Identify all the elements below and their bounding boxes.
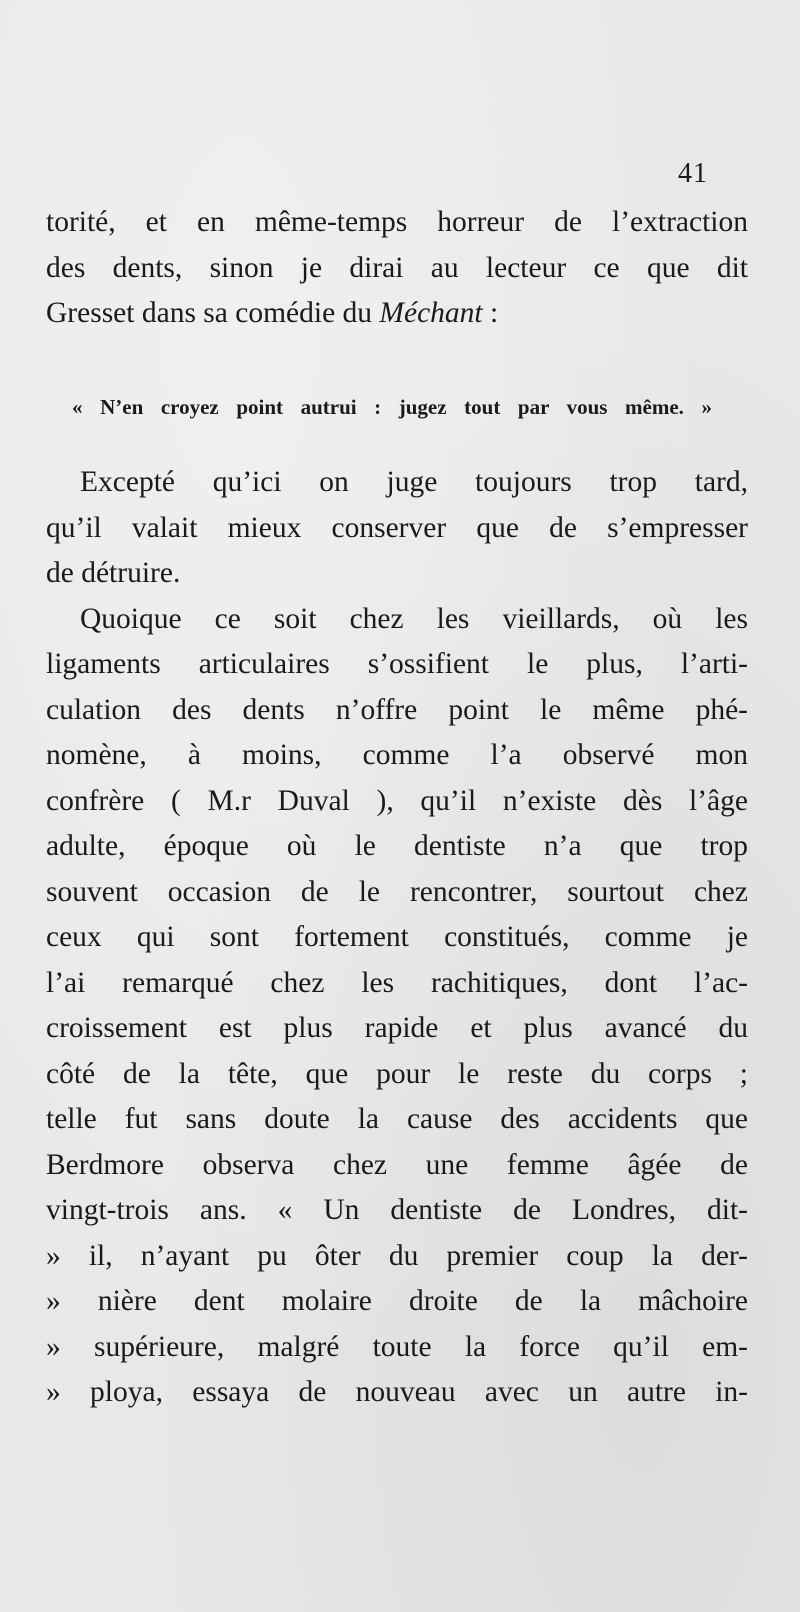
text-line: Quoique ce soit chez les vieillards, où les [80, 602, 748, 635]
text-line: telle fut sans doute la cause des accidents que [46, 1103, 748, 1135]
text-line: confrère ( M.r Duval ), qu’il n’existe dès l’âge [46, 784, 748, 817]
text-line: ceux qui sont fortement constitués, comme je [46, 921, 748, 953]
text-line: côté de la tête, que pour le reste du corps ; [46, 1057, 748, 1090]
epigraph-quote: « N’en croyez point autrui : jugez tout par vous même. » [72, 395, 712, 419]
text-line: croissement est plus rapide et plus avancé du [46, 1012, 748, 1044]
text-line [46, 291, 748, 337]
page-number: 41 [678, 158, 708, 189]
text-segment: : [482, 297, 499, 329]
text-line: adulte, époque où le dentiste n’a que trop [46, 830, 748, 862]
text-line: » il, n’ayant pu ôter du premier coup la der- [46, 1239, 748, 1272]
text-line: Excepté qu’ici on juge toujours trop tard, [80, 466, 748, 498]
text-line: qu’il valait mieux conserver que de s’empresser [46, 511, 748, 544]
text-line: nomène, à moins, comme l’a observé mon [46, 739, 748, 771]
text-line: Berdmore observa chez une femme âgée de [46, 1148, 748, 1181]
text-line: l’ai remarqué chez les rachitiques, dont l’ac- [46, 966, 748, 999]
text-line: torité, et en même-temps horreur de l’extraction [46, 206, 748, 238]
text-line: » ploya, essaya de nouveau avec un autre in- [46, 1376, 748, 1408]
main-text [46, 460, 748, 1416]
text-line: » nière dent molaire droite de la mâchoire [46, 1285, 748, 1317]
play-title: Méchant [379, 297, 483, 329]
text-segment: Gresset dans sa comédie du [46, 297, 380, 329]
text-line: » supérieure, malgré toute la force qu’il em- [46, 1330, 748, 1363]
intro-paragraph [46, 200, 748, 337]
text-line: souvent occasion de le rencontrer, sourtout chez [46, 875, 748, 908]
text-line: de détruire. [46, 557, 181, 589]
text-line: des dents, sinon je dirai au lecteur ce que dit [46, 251, 748, 284]
text-line: ligaments articulaires s’ossifient le plus, l’arti- [46, 648, 748, 680]
text-line: culation des dents n’offre point le même phé- [46, 693, 748, 726]
text-line: vingt-trois ans. « Un dentiste de Londres, dit- [46, 1194, 748, 1226]
